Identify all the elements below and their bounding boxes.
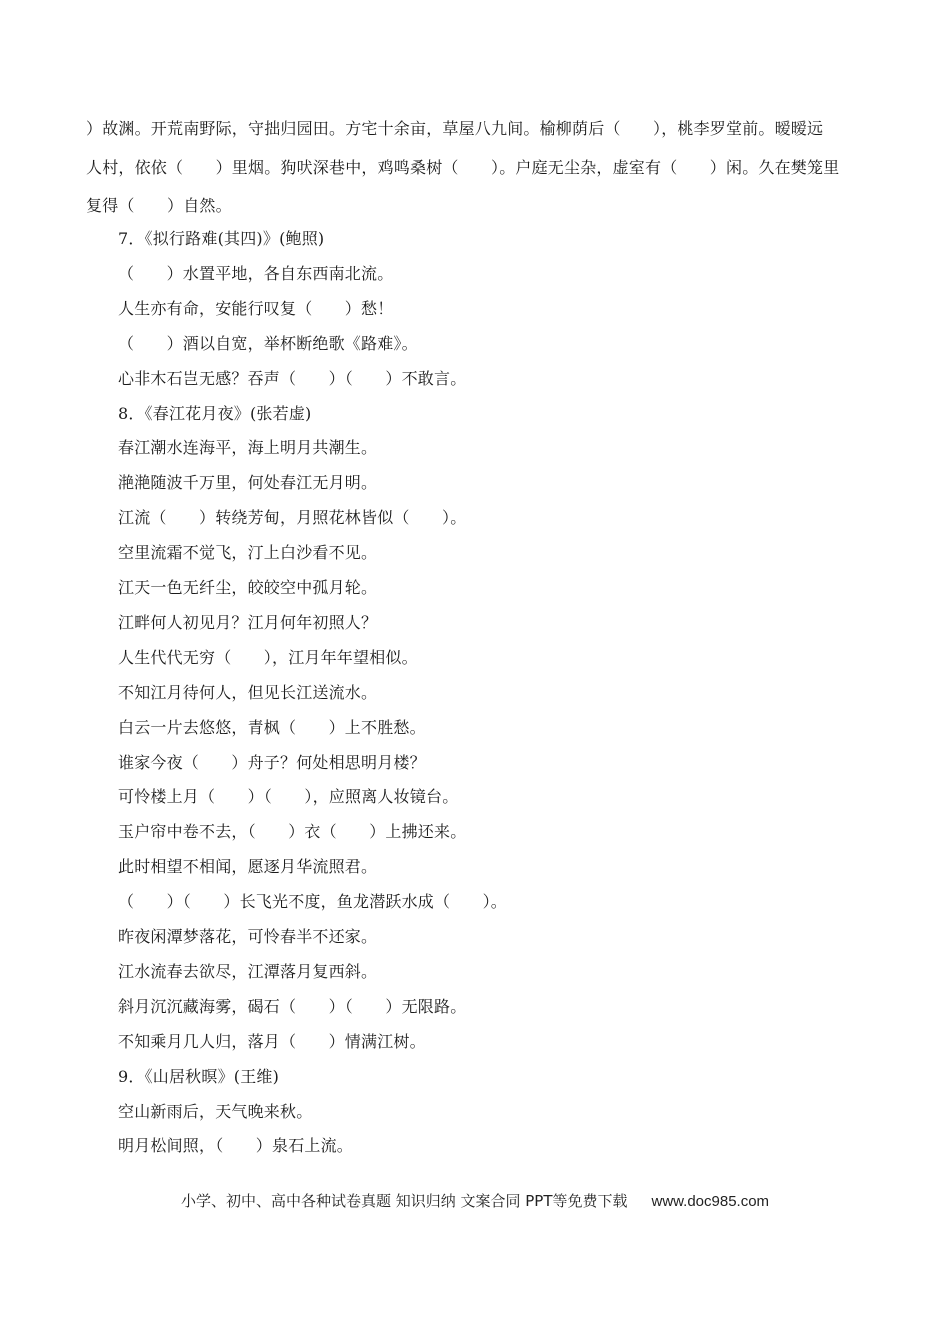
poem-line: 江畔何人初见月？江月何年初照人？: [118, 612, 378, 632]
poem-line: 9．《山居秋暝》(王维): [118, 1066, 280, 1086]
paragraph-line: 复得（ ）自然。: [86, 196, 232, 215]
poem-line: 明月松间照，（ ）泉石上流。: [118, 1136, 354, 1156]
poem-line: （ ）酒以自宽，举杯断绝歌《路难》。: [118, 333, 418, 353]
poem-line: （ ）水置平地，各自东西南北流。: [118, 263, 394, 283]
poem-line: 不知江月待何人，但见长江送流水。: [118, 682, 378, 702]
paragraph-line: ）故渊。开荒南野际，守拙归园田。方宅十余亩，草屋八九间。榆柳荫后（ ），桃李罗堂前。暧暧远: [86, 119, 824, 138]
footer: [0, 1190, 950, 1211]
poem-line: 人生代代无穷（ ），江月年年望相似。: [118, 647, 418, 667]
poem-line: 不知乘月几人归，落月（ ）情满江树。: [118, 1031, 426, 1051]
poem-paragraph: [86, 110, 864, 226]
poem-line: 昨夜闲潭梦落花，可怜春半不还家。: [118, 927, 378, 946]
poem-line: 白云一片去悠悠，青枫（ ）上不胜愁。: [118, 717, 426, 737]
poem-line: 人生亦有命，安能行叹复（ ）愁！: [118, 298, 394, 318]
poem-line: 此时相望不相闻，愿逐月华流照君。: [118, 857, 378, 877]
poem-line: 江天一色无纤尘，皎皎空中孤月轮。: [118, 578, 378, 597]
poem-line: 谁家今夜（ ）舟子？何处相思明月楼？: [118, 752, 426, 772]
poem-line: 玉户帘中卷不去，（ ）衣（ ）上拂还来。: [118, 822, 467, 842]
poem-line: 7．《拟行路难(其四)》(鲍照): [118, 229, 325, 248]
poem-line: （ ）（ ）长飞光不度，鱼龙潜跃水成（ ）。: [118, 892, 508, 912]
poem-line: 滟滟随波千万里，何处春江无月明。: [118, 473, 378, 493]
poem-line: 8．《春江花月夜》(张若虚): [118, 403, 312, 423]
poem-line: 可怜楼上月（ ）（ ），应照离人妆镜台。: [118, 787, 459, 807]
footer-text: 小学、初中、高中各种试卷真题 知识归纳 文案合同 PPT等免费下载: [180, 1192, 628, 1210]
poem-line: 斜月沉沉藏海雾，碣石（ ）（ ）无限路。: [118, 996, 467, 1016]
poem-line: 心非木石岂无感？吞声（ ）（ ）不敢言。: [118, 368, 467, 388]
poem-line: 江流（ ）转绕芳甸，月照花林皆似（ ）。: [118, 508, 467, 528]
footer-site-link[interactable]: www.doc985.com: [651, 1193, 770, 1210]
poem-line: 空山新雨后，天气晚来秋。: [118, 1101, 313, 1121]
paragraph-line: 人村，依依（ ）里烟。狗吠深巷中，鸡鸣桑树（ ）。户庭无尘杂，虚室有（ ）闲。久在樊笼里: [86, 157, 840, 177]
poem-line: 江水流春去欲尽，江潭落月复西斜。: [118, 961, 378, 981]
poem-line: 空里流霜不觉飞，汀上白沙看不见。: [118, 543, 378, 563]
poem-line: 春江潮水连海平，海上明月共潮生。: [118, 438, 378, 458]
